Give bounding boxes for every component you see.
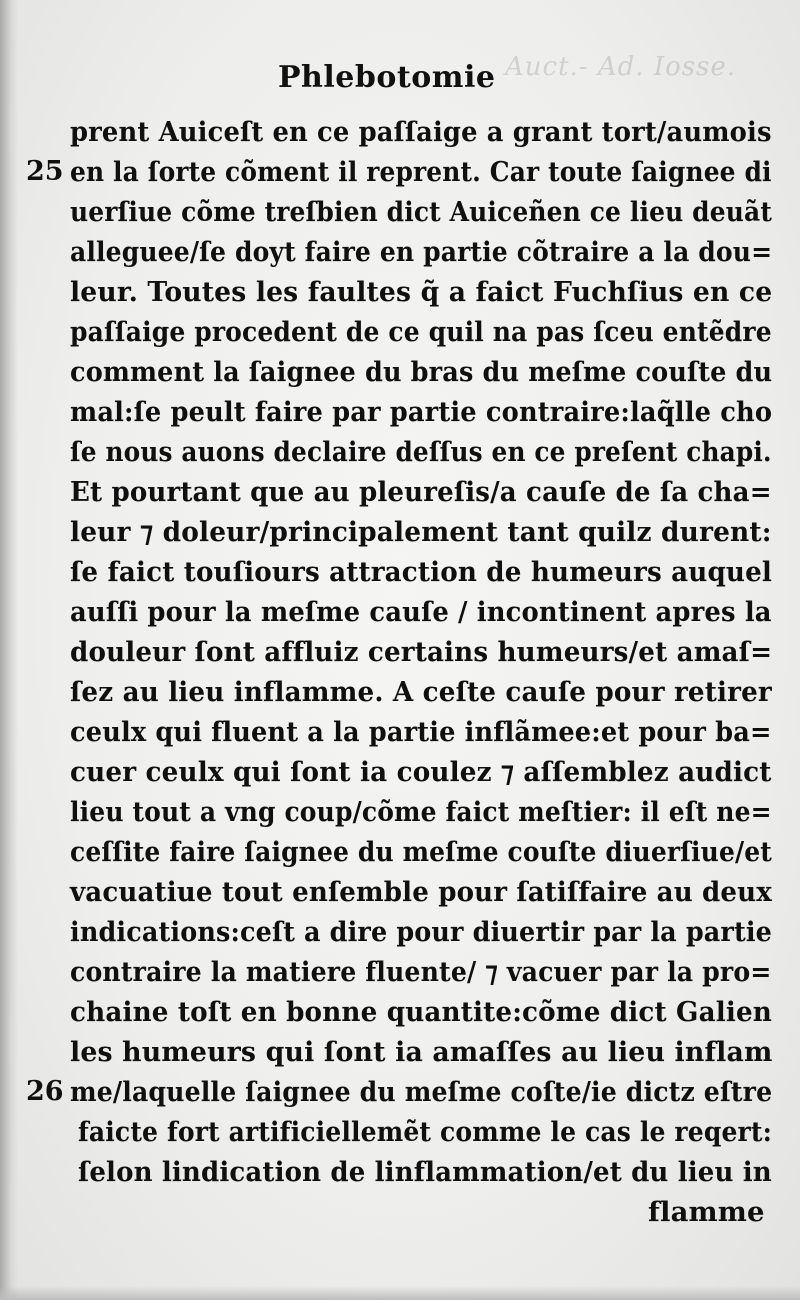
line-text: leur ⁊ doleur/principalement tant quilz durent:	[70, 516, 772, 548]
line-text: uerſiue cõme treſbien dict Auiceñen ce lieu deuãt	[70, 196, 772, 228]
line-text: alleguee/ſe doyt faire en partie cõtraire a la dou=	[70, 236, 773, 268]
page-left-shadow	[0, 0, 18, 1300]
line-text: cuer ceulx qui ſont ia coulez ⁊ aſſemblez audict	[70, 756, 772, 788]
line-text: ſelon lindication de linflammation/et du lieu in	[78, 1156, 772, 1188]
line-text: paſſaige procedent de ce quil na pas ſceu entẽdre	[70, 316, 772, 348]
line-text: Et pourtant que au pleureſis/a cauſe de ſa cha=	[70, 476, 772, 508]
line-text: faicte fort artificiellemẽt comme le cas le reqert:	[78, 1116, 772, 1148]
line-text: lieu tout a vng coup/cõme faict meſtier: il eſt ne=	[70, 796, 772, 828]
line-text: contraire la matiere fluente/ ⁊ vacuer par la pro=	[70, 956, 772, 988]
line-text: les humeurs qui ſont ia amaſſes au lieu inflam	[70, 1036, 773, 1068]
line-text: ſe nous auons declaire deſſus en ce preſent chapi.	[70, 436, 772, 468]
line-text: leur. Toutes les faultes q̃ a faict Fuchſius en ce	[70, 276, 773, 308]
line-text: prent Auiceſt en ce paſſaige a grant tort/aumois	[70, 116, 772, 148]
line-text: ceulx qui fluent a la partie inflãmee:et pour ba=	[70, 716, 772, 748]
line-text: comment la ſaignee du bras du meſme couſte du	[70, 356, 773, 388]
page-bottom-shadow	[0, 1286, 800, 1300]
line-text: indications:ceſt a dire pour diuertir par la partie	[70, 916, 773, 948]
margin-number: 26	[26, 1076, 64, 1107]
line-text: en la ſorte cõment il reprent. Car toute ſaignee di	[70, 156, 772, 188]
line-text: auſſi pour la meſme cauſe / incontinent apres la	[70, 596, 772, 628]
line-text: ſez au lieu inflamme. A ceſte cauſe pour retirer	[70, 676, 772, 708]
bleed-through-annotation: Auct.- Ad. Iosse.	[505, 52, 737, 82]
line-text: mal:ſe peult faire par partie contraire:laq̃lle cho	[70, 396, 773, 428]
margin-number: 25	[26, 156, 64, 187]
line-text: flamme	[648, 1196, 765, 1228]
line-text: ceſſite faire ſaignee du meſme couſte diuerſiue/et	[70, 836, 772, 868]
running-head: Phlebotomie	[278, 60, 496, 95]
line-text: douleur ſont affluiz certains humeurs/et amaſ=	[70, 636, 773, 668]
line-text: vacuatiue tout enſemble pour ſatiſfaire au deux	[70, 876, 772, 908]
line-text: me/laquelle ſaignee du meſme coſte/ie dictz eſtre	[70, 1076, 773, 1108]
line-text: ſe faict touſiours attraction de humeurs auquel	[70, 556, 772, 588]
line-text: chaine toſt en bonne quantite:cõme dict Galien	[70, 996, 772, 1028]
